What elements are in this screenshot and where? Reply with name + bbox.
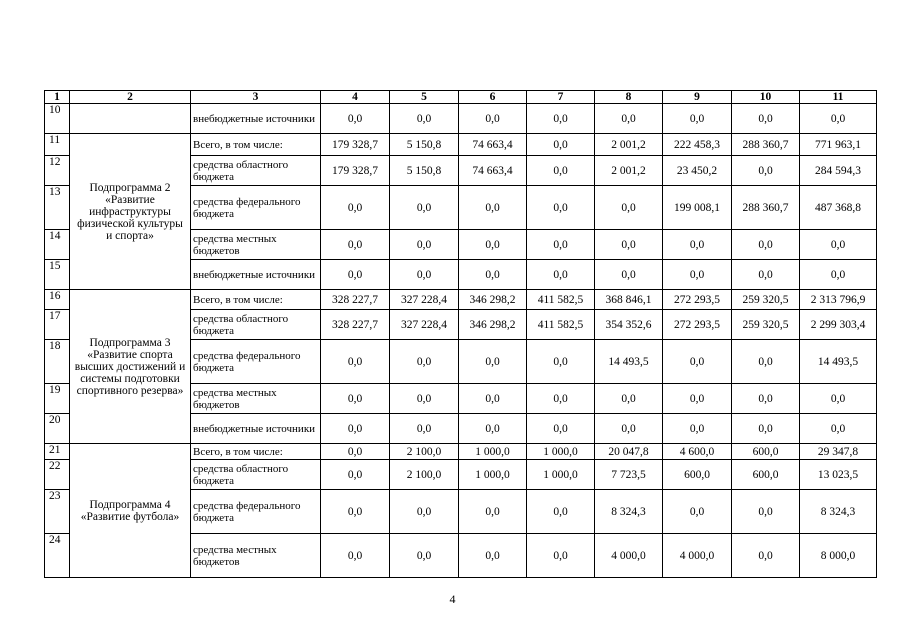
value-cell: 0,0 <box>390 260 459 290</box>
column-header: 1 <box>45 91 70 104</box>
value-cell: 0,0 <box>459 384 527 414</box>
value-cell: 600,0 <box>732 444 800 460</box>
funding-source: средства местных бюджетов <box>191 384 321 414</box>
value-cell: 0,0 <box>663 104 732 134</box>
value-cell: 0,0 <box>595 260 663 290</box>
value-cell: 5 150,8 <box>390 134 459 156</box>
value-cell: 0,0 <box>321 104 390 134</box>
value-cell: 0,0 <box>321 186 390 230</box>
value-cell: 1 000,0 <box>459 460 527 490</box>
value-cell: 4 000,0 <box>595 534 663 578</box>
value-cell: 0,0 <box>663 490 732 534</box>
value-cell: 0,0 <box>732 104 800 134</box>
value-cell: 5 150,8 <box>390 156 459 186</box>
value-cell: 7 723,5 <box>595 460 663 490</box>
value-cell: 0,0 <box>732 156 800 186</box>
column-header: 8 <box>595 91 663 104</box>
row-number: 21 <box>45 444 70 460</box>
row-number: 20 <box>45 414 70 444</box>
funding-source: Всего, в том числе: <box>191 290 321 310</box>
value-cell: 0,0 <box>459 490 527 534</box>
row-number: 24 <box>45 534 70 578</box>
empty-subprogram-cell <box>70 104 191 134</box>
column-header: 5 <box>390 91 459 104</box>
value-cell: 0,0 <box>321 260 390 290</box>
value-cell: 2 001,2 <box>595 156 663 186</box>
value-cell: 0,0 <box>527 340 595 384</box>
value-cell: 487 368,8 <box>800 186 877 230</box>
value-cell: 0,0 <box>663 260 732 290</box>
table-row <box>45 444 877 460</box>
value-cell: 4 000,0 <box>663 534 732 578</box>
value-cell: 179 328,7 <box>321 134 390 156</box>
value-cell: 4 600,0 <box>663 444 732 460</box>
value-cell: 2 313 796,9 <box>800 290 877 310</box>
value-cell: 1 000,0 <box>527 460 595 490</box>
value-cell: 0,0 <box>800 260 877 290</box>
value-cell: 0,0 <box>732 384 800 414</box>
value-cell: 288 360,7 <box>732 134 800 156</box>
column-header: 11 <box>800 91 877 104</box>
column-header: 6 <box>459 91 527 104</box>
value-cell: 0,0 <box>390 490 459 534</box>
value-cell: 346 298,2 <box>459 310 527 340</box>
value-cell: 0,0 <box>390 104 459 134</box>
value-cell: 0,0 <box>732 230 800 260</box>
table-row <box>45 290 877 310</box>
value-cell: 8 000,0 <box>800 534 877 578</box>
row-number: 23 <box>45 490 70 534</box>
column-header: 10 <box>732 91 800 104</box>
column-header: 3 <box>191 91 321 104</box>
value-cell: 0,0 <box>321 230 390 260</box>
funding-source: Всего, в том числе: <box>191 134 321 156</box>
value-cell: 0,0 <box>800 414 877 444</box>
funding-source: средства федерального бюджета <box>191 490 321 534</box>
funding-source: средства федерального бюджета <box>191 340 321 384</box>
value-cell: 23 450,2 <box>663 156 732 186</box>
value-cell: 0,0 <box>595 384 663 414</box>
value-cell: 0,0 <box>527 260 595 290</box>
subprogram-sub3-label: Подпрограмма 3 «Развитие спорта высших достижений и системы подготовки спортивного резерва» <box>70 290 191 444</box>
value-cell: 0,0 <box>527 156 595 186</box>
row-number: 17 <box>45 310 70 340</box>
value-cell: 14 493,5 <box>595 340 663 384</box>
header-row <box>45 91 877 104</box>
funding-source: средства федерального бюджета <box>191 186 321 230</box>
value-cell: 259 320,5 <box>732 290 800 310</box>
funding-source: внебюджетные источники <box>191 104 321 134</box>
value-cell: 327 228,4 <box>390 310 459 340</box>
value-cell: 0,0 <box>459 186 527 230</box>
row-number: 12 <box>45 156 70 186</box>
value-cell: 0,0 <box>527 230 595 260</box>
value-cell: 0,0 <box>732 490 800 534</box>
value-cell: 0,0 <box>800 104 877 134</box>
value-cell: 14 493,5 <box>800 340 877 384</box>
value-cell: 0,0 <box>390 534 459 578</box>
value-cell: 327 228,4 <box>390 290 459 310</box>
subprogram-sub4-label: Подпрограмма 4 «Развитие футбола» <box>70 444 191 578</box>
table-row <box>45 134 877 156</box>
column-header: 9 <box>663 91 732 104</box>
value-cell: 600,0 <box>732 460 800 490</box>
value-cell: 8 324,3 <box>800 490 877 534</box>
funding-source: средства областного бюджета <box>191 156 321 186</box>
funding-source: средства областного бюджета <box>191 310 321 340</box>
value-cell: 1 000,0 <box>527 444 595 460</box>
value-cell: 0,0 <box>663 384 732 414</box>
funding-source: внебюджетные источники <box>191 414 321 444</box>
funding-source: средства местных бюджетов <box>191 534 321 578</box>
value-cell: 411 582,5 <box>527 310 595 340</box>
row-number: 14 <box>45 230 70 260</box>
value-cell: 0,0 <box>459 104 527 134</box>
value-cell: 0,0 <box>595 186 663 230</box>
value-cell: 0,0 <box>390 186 459 230</box>
value-cell: 29 347,8 <box>800 444 877 460</box>
value-cell: 0,0 <box>527 186 595 230</box>
value-cell: 0,0 <box>663 230 732 260</box>
value-cell: 328 227,7 <box>321 310 390 340</box>
value-cell: 0,0 <box>459 534 527 578</box>
value-cell: 0,0 <box>663 414 732 444</box>
value-cell: 600,0 <box>663 460 732 490</box>
funding-source: Всего, в том числе: <box>191 444 321 460</box>
value-cell: 0,0 <box>527 490 595 534</box>
value-cell: 0,0 <box>732 260 800 290</box>
value-cell: 771 963,1 <box>800 134 877 156</box>
value-cell: 0,0 <box>595 104 663 134</box>
value-cell: 0,0 <box>321 444 390 460</box>
value-cell: 0,0 <box>732 534 800 578</box>
value-cell: 199 008,1 <box>663 186 732 230</box>
row-number: 10 <box>45 104 70 134</box>
value-cell: 0,0 <box>800 230 877 260</box>
value-cell: 0,0 <box>459 230 527 260</box>
value-cell: 0,0 <box>321 490 390 534</box>
row-number: 18 <box>45 340 70 384</box>
funding-source: внебюджетные источники <box>191 260 321 290</box>
value-cell: 13 023,5 <box>800 460 877 490</box>
value-cell: 0,0 <box>663 340 732 384</box>
value-cell: 0,0 <box>321 460 390 490</box>
value-cell: 2 100,0 <box>390 460 459 490</box>
value-cell: 354 352,6 <box>595 310 663 340</box>
value-cell: 74 663,4 <box>459 156 527 186</box>
value-cell: 2 001,2 <box>595 134 663 156</box>
row-number: 19 <box>45 384 70 414</box>
value-cell: 0,0 <box>595 230 663 260</box>
row-number: 16 <box>45 290 70 310</box>
value-cell: 0,0 <box>459 260 527 290</box>
row-number: 22 <box>45 460 70 490</box>
value-cell: 0,0 <box>390 414 459 444</box>
value-cell: 2 100,0 <box>390 444 459 460</box>
value-cell: 1 000,0 <box>459 444 527 460</box>
table-row <box>45 104 877 134</box>
value-cell: 346 298,2 <box>459 290 527 310</box>
value-cell: 0,0 <box>800 384 877 414</box>
value-cell: 20 047,8 <box>595 444 663 460</box>
value-cell: 0,0 <box>321 534 390 578</box>
value-cell: 2 299 303,4 <box>800 310 877 340</box>
value-cell: 259 320,5 <box>732 310 800 340</box>
value-cell: 0,0 <box>595 414 663 444</box>
value-cell: 0,0 <box>459 414 527 444</box>
value-cell: 179 328,7 <box>321 156 390 186</box>
value-cell: 0,0 <box>321 340 390 384</box>
value-cell: 0,0 <box>527 414 595 444</box>
subprogram-sub2-label: Подпрограмма 2 «Развитие инфраструктуры физической культуры и спорта» <box>70 134 191 290</box>
column-header: 7 <box>527 91 595 104</box>
row-number: 11 <box>45 134 70 156</box>
funding-source: средства местных бюджетов <box>191 230 321 260</box>
value-cell: 0,0 <box>321 384 390 414</box>
row-number: 13 <box>45 186 70 230</box>
value-cell: 0,0 <box>527 384 595 414</box>
value-cell: 0,0 <box>390 230 459 260</box>
row-number: 15 <box>45 260 70 290</box>
value-cell: 8 324,3 <box>595 490 663 534</box>
budget-table <box>44 90 877 578</box>
value-cell: 0,0 <box>527 534 595 578</box>
value-cell: 222 458,3 <box>663 134 732 156</box>
value-cell: 0,0 <box>459 340 527 384</box>
funding-source: средства областного бюджета <box>191 460 321 490</box>
value-cell: 272 293,5 <box>663 310 732 340</box>
value-cell: 0,0 <box>732 340 800 384</box>
value-cell: 368 846,1 <box>595 290 663 310</box>
column-header: 2 <box>70 91 191 104</box>
value-cell: 272 293,5 <box>663 290 732 310</box>
value-cell: 74 663,4 <box>459 134 527 156</box>
value-cell: 288 360,7 <box>732 186 800 230</box>
value-cell: 0,0 <box>390 340 459 384</box>
value-cell: 411 582,5 <box>527 290 595 310</box>
page-number: 4 <box>449 592 456 606</box>
value-cell: 0,0 <box>390 384 459 414</box>
value-cell: 328 227,7 <box>321 290 390 310</box>
value-cell: 284 594,3 <box>800 156 877 186</box>
value-cell: 0,0 <box>732 414 800 444</box>
value-cell: 0,0 <box>527 134 595 156</box>
column-header: 4 <box>321 91 390 104</box>
value-cell: 0,0 <box>527 104 595 134</box>
value-cell: 0,0 <box>321 414 390 444</box>
